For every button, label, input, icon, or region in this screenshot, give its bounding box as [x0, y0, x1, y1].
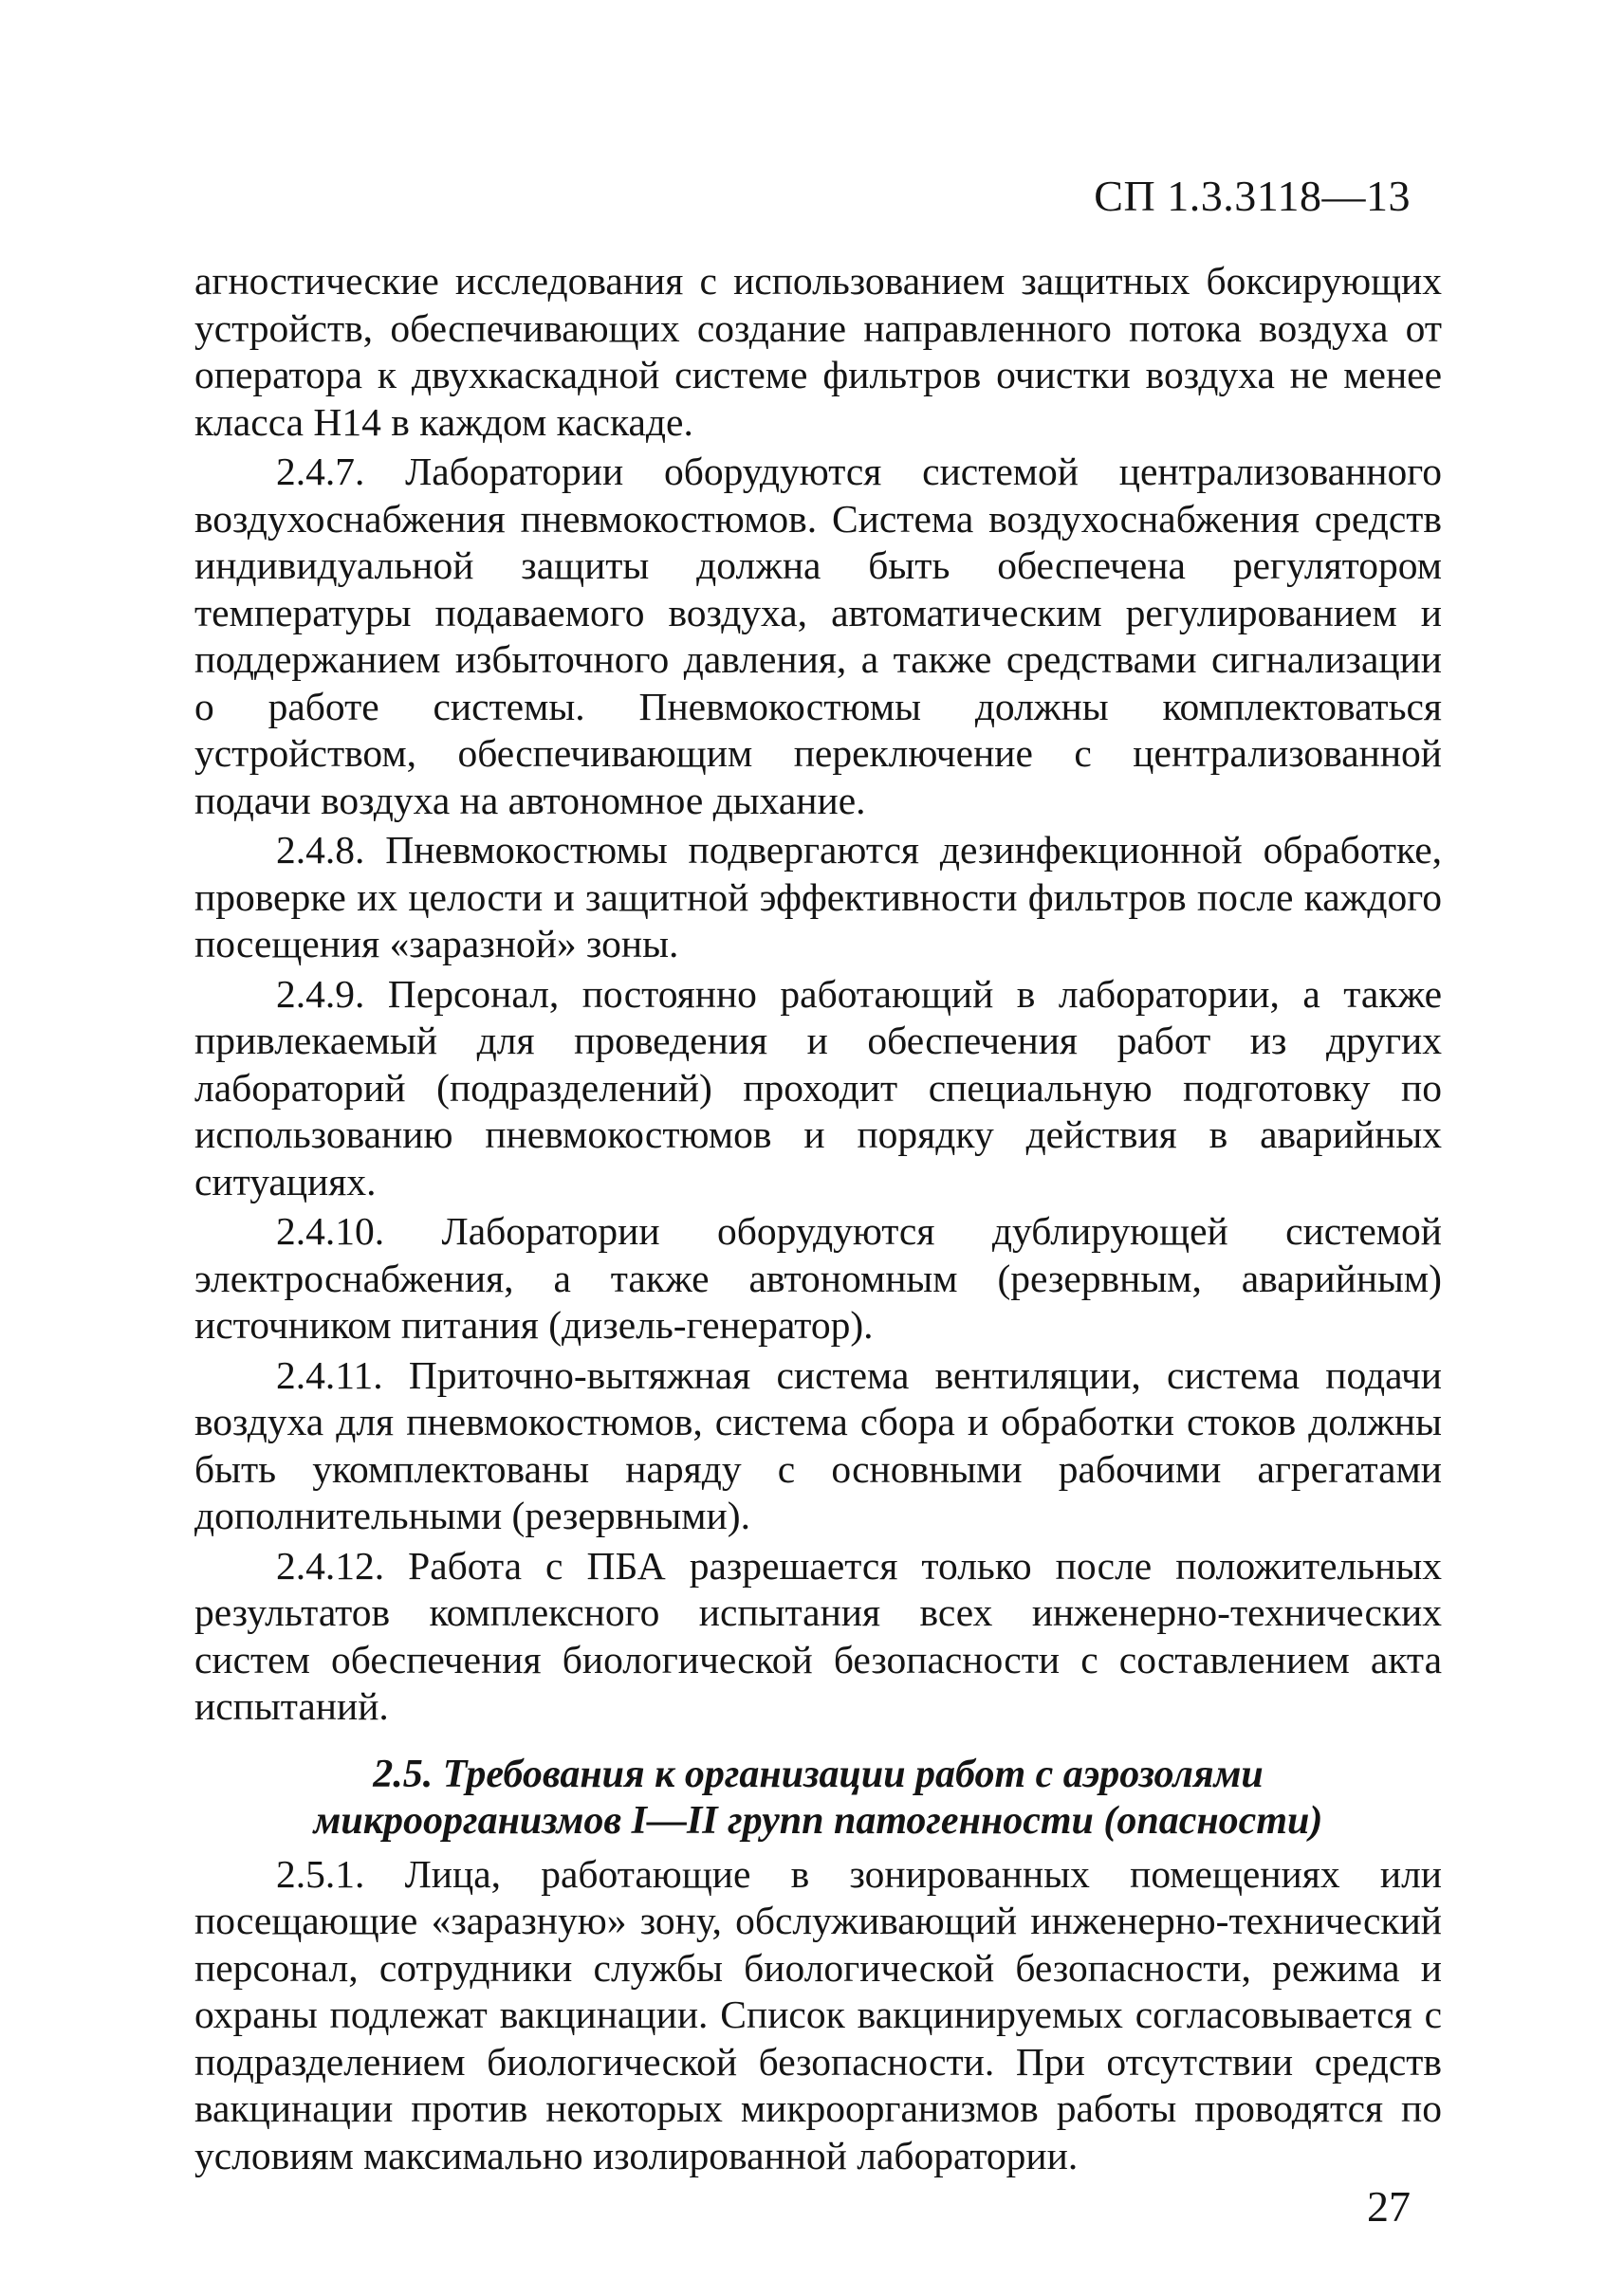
paragraph-2-4-11: 2.4.11. Приточно-вытяжная система вентиляции, система подачи воздуха для пневмокостюмов, система сбора и обработки стоков должны быть укомплектованы наряду с основными рабочими агрегатами дополнительными (резервными).	[194, 1352, 1442, 1537]
paragraph-2-4-10: 2.4.10. Лаборатории оборудуются дублирующей системой электроснабжения, а также автономным (резервным, аварийным) источником питания (дизель-генератор).	[194, 1209, 1442, 1347]
section-heading-line-1: 2.5. Требования к организации работ с аэрозолями	[373, 1752, 1264, 1796]
document-body	[194, 258, 1442, 2182]
paragraph-2-4-7: 2.4.7. Лаборатории оборудуются системой централизованного воздухоснабжения пневмокостюмов. Система воздухоснабжения средств индивидуальной защиты должна быть обеспечена регулятором температуры подаваемого воздуха, автоматическим регулированием и поддержанием избыточного давления, а также средствами сигнализации о работе системы. Пневмокостюмы должны комплектоваться устройством, обеспечивающим переключение с централизованной подачи воздуха на автономное дыхание.	[194, 450, 1442, 822]
document-code-header: СП 1.3.3118—13	[1094, 172, 1411, 220]
section-heading-line-2: микроорганизмов I—II групп патогенности (опасности)	[313, 1799, 1323, 1843]
paragraph-2-4-9: 2.4.9. Персонал, постоянно работающий в лаборатории, а также привлекаемый для проведения и обеспечения работ из других лабораторий (подразделений) проходит специальную подготовку по использованию пневмокостюмов и порядку действия в аварийных ситуациях.	[194, 971, 1442, 1203]
paragraph-2-5-1: 2.5.1. Лица, работающие в зонированных помещениях или посещающие «заразную» зону, обслуживающий инженерно-технический персонал, сотрудники службы биологической безопасности, режима и охраны подлежат вакцинации. Список вакцинируемых согласовывается с подразделением биологической безопасности. При отсутствии средств вакцинации против некоторых микроорганизмов работы проводятся по условиям максимально изолированной лаборатории.	[194, 1851, 1442, 2177]
page-number: 27	[1367, 2182, 1411, 2231]
paragraph-2-4-12: 2.4.12. Работа с ПБА разрешается только после положительных результатов комплексного испытания всех инженерно-технических систем обеспечения биологической безопасности с составлением акта испытаний.	[194, 1543, 1442, 1728]
paragraph-continuation: агностические исследования с использованием защитных боксирующих устройств, обеспечивающих создание направленного потока воздуха от оператора к двухкаскадной системе фильтров очистки воздуха не менее класса Н14 в каждом каскаде.	[194, 259, 1442, 444]
paragraph-2-4-8: 2.4.8. Пневмокостюмы подвергаются дезинфекционной обработке, проверке их целости и защитной эффективности фильтров после каждого посещения «заразной» зоны.	[194, 828, 1442, 965]
section-heading	[194, 1752, 1442, 1846]
